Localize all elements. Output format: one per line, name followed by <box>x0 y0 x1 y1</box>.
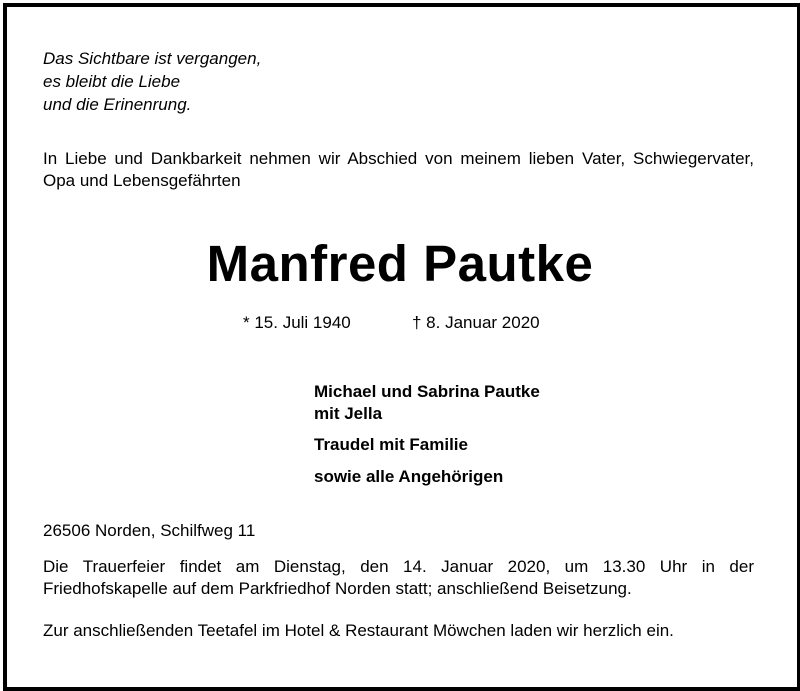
motto-verse <box>43 47 261 116</box>
mourner-line: sowie alle Angehörigen <box>314 467 504 486</box>
birth-date: * 15. Juli 1940 <box>243 313 351 332</box>
teatable-invitation: Zur anschließenden Teetafel im Hotel & Restaurant Möwchen laden wir herzlich ein. <box>43 621 674 640</box>
ceremony-info: Die Trauerfeier findet am Dienstag, den 14. Januar 2020, um 13.30 Uhr in der Friedhofskapelle auf dem Parkfriedhof Norden statt; anschließend Beisetzung. <box>43 557 754 598</box>
motto-line: Das Sichtbare ist vergangen, <box>43 49 262 68</box>
intro-text: In Liebe und Dankbarkeit nehmen wir Abschied von meinem lieben Vater, Schwiegervater, Opa und Lebensgefährten <box>43 149 754 190</box>
deceased-name: Manfred Pautke <box>206 235 594 292</box>
address: 26506 Norden, Schilfweg 11 <box>43 521 256 540</box>
mourner-line: mit Jella <box>314 404 383 423</box>
death-date: † 8. Januar 2020 <box>412 313 540 332</box>
motto-line: es bleibt die Liebe <box>43 72 181 91</box>
motto-line: und die Erinenrung. <box>43 95 192 114</box>
mourners-list <box>314 381 540 488</box>
mourner-line: Traudel mit Familie <box>314 435 468 454</box>
mourner-line: Michael und Sabrina Pautke <box>314 382 540 401</box>
